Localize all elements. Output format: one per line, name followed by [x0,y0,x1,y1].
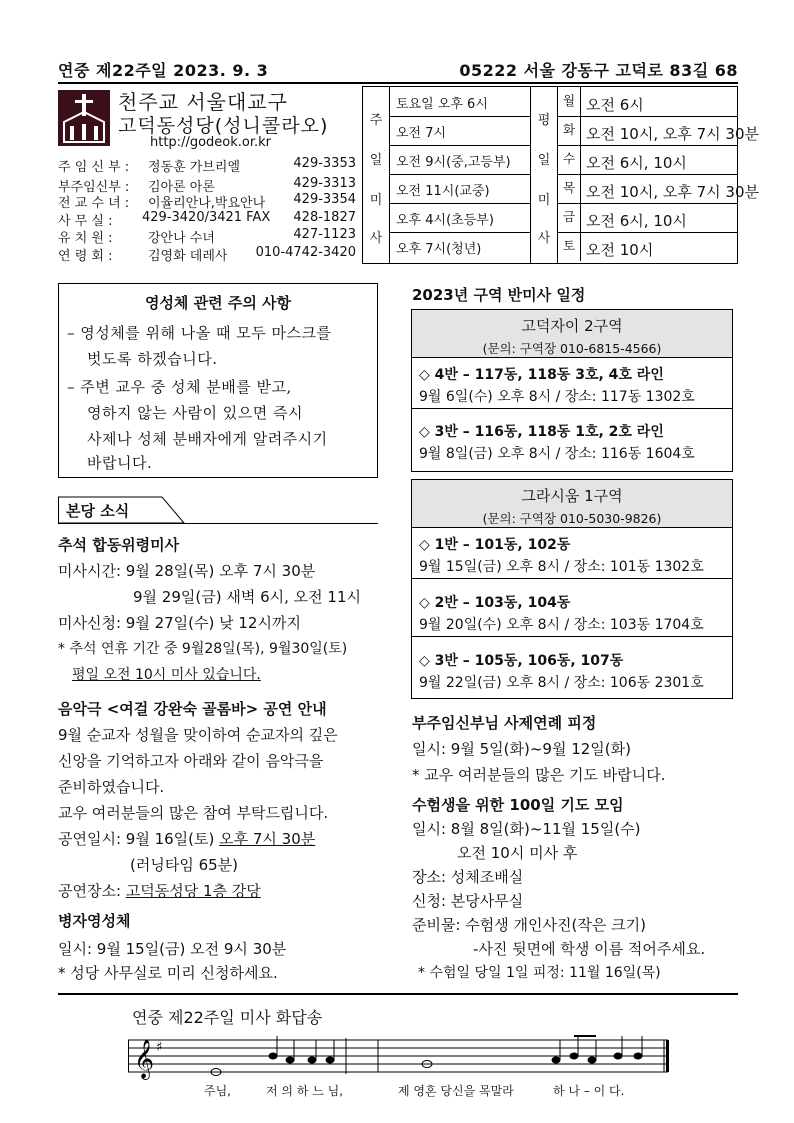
ban-item: ◇ 1반 – 101동, 102동 9월 15일(금) 오후 8시 / 장소: 101동 1302호 [412,528,732,579]
psalm-lyrics [128,1082,670,1100]
chuseok-line: * 추석 연휴 기간 중 9월28일(목), 9월30일(토) [58,641,348,657]
communion-notice-box [58,283,378,478]
sick-communion-title: 병자영성체 [58,912,131,930]
church-logo [58,90,110,146]
sunday-mass-times [390,87,531,263]
retreat-line: * 교우 여러분들의 많은 기도 바랍니다. [412,766,666,784]
exam-prayer-line: * 수험일 당일 1일 피정: 11월 16일(목) [418,965,661,981]
mass-time-row: 오후 4시(초등부) [390,203,530,233]
church-parish: 고덕동성당(성니콜라오) [118,115,329,137]
mass-time-row: 오전 9시(중,고등부) [390,145,530,175]
staff-row: 유 치 원 : 강안나 수녀 427-1123 [58,227,356,246]
weekday-row: 화 오전 10시, 오후 7시 30분 [558,116,737,146]
musical-line: 9월 순교자 성월을 맞이하여 순교자의 깊은 [58,726,338,744]
weekday-mass-times [558,87,759,263]
mass-time-row: 오전 11시(교중) [390,174,530,204]
exam-prayer-line: 일시: 8월 8일(화)~11월 15일(수) [412,820,641,838]
weekday-row: 토 오전 10시 [558,232,737,261]
chuseok-line: 미사신청: 9월 27일(수) 낮 12시까지 [58,614,301,632]
weekday-row: 금 오전 6시, 10시 [558,203,737,233]
musical-line: (러닝타임 65분) [130,856,239,874]
section-tab-parish-news [58,496,378,524]
lyric: 제 영혼 당신을 목말라 [398,1084,514,1098]
staff-row: 사 무 실 : 429-3420/3421 FAX 428-1827 [58,210,356,229]
chuseok-line: 평일 오전 10시 미사 있습니다. [72,667,261,683]
chuseok-title: 추석 합동위령미사 [58,536,180,554]
lyric: 주님, [204,1084,231,1098]
issue-date: 연중 제22주일 2023. 9. 3 [58,61,269,80]
exam-prayer-line: 장소: 성체조배실 [412,868,524,886]
exam-prayer-line: 오전 10시 미사 후 [457,844,578,862]
mass-time-row: 토요일 오후 6시 [390,87,530,117]
chuseok-line: 9월 29일(금) 새벽 6시, 오전 11시 [133,588,361,606]
notice-title: 영성체 관련 주의 사항 [144,294,292,312]
church-url[interactable]: http://godeok.or.kr [150,135,272,150]
notice-line: 사제나 성체 분배자에게 알려주시기 [87,430,328,448]
notice-line: 벗도록 하겠습니다. [87,350,218,368]
musical-title: 음악극 <여걸 강완숙 골롬바> 공연 안내 [58,700,327,718]
lyric: 저 의 하 느 님, [266,1084,344,1098]
ban-item: ◇ 3반 – 105동, 106동, 107동 9월 22일(금) 오후 8시 / 장소: 106동 2301호 [419,653,704,691]
lyric: 하 나 – 이 다. [553,1084,625,1098]
musical-line: 준비하였습니다. [58,778,165,796]
chuseok-line: 미사시간: 9월 28일(목) 오후 7시 30분 [58,562,316,580]
weekday-row: 수 오전 6시, 10시 [558,145,737,175]
divider [58,993,738,995]
psalm-title: 연중 제22주일 미사 화답송 [132,1008,323,1027]
staff-row: 주 임 신 부 : 정동훈 가브리엘 429-3353 [58,156,356,175]
retreat-title: 부주임신부님 사제연례 피정 [412,714,597,732]
notice-line: 바랍니다. [87,454,153,472]
ban-item: ◇ 4반 – 117동, 118동 3호, 4호 라인 9월 6일(수) 오후 8시 / 장소: 117동 1302호 [412,358,732,409]
mass-time-row: 오후 7시(청년) [396,242,482,257]
exam-prayer-line: 신청: 본당사무실 [412,892,524,910]
staff-row: 연 령 회 : 김영화 데레사 010-4742-3420 [58,245,356,264]
zone-card [411,479,733,699]
musical-line: 신앙을 기억하고자 아래와 같이 음악극을 [58,752,324,770]
weekday-row: 목 오전 10시, 오후 7시 30분 [558,174,737,204]
musical-line: 공연장소: 고덕동성당 1층 강당 [58,882,261,900]
staff-row: 전 교 수 녀 : 이율리안나,박요안나 429-3354 [58,192,356,211]
staff-row: 부주임신부 : 김아론 아론 429-3313 [58,176,356,195]
exam-prayer-title: 수험생을 위한 100일 기도 모임 [412,796,624,814]
svg-text:♯: ♯ [156,1040,163,1055]
district-mass-title: 2023년 구역 반미사 일정 [412,286,586,304]
zone-header: 그라시움 1구역 (문의: 구역장 010-5030-9826) [412,480,732,528]
header-bar [58,56,738,84]
mass-time-row: 오전 7시 [390,116,530,146]
notice-line: 영하지 않는 사람이 있으면 즉시 [87,404,303,422]
section-tab-label: 본당 소식 [66,502,130,520]
notice-line: – 주변 교우 중 성체 분배를 받고, [67,378,292,396]
ban-item: ◇ 2반 – 103동, 104동 9월 20일(수) 오후 8시 / 장소: 103동 1704호 [412,586,732,637]
sunday-mass-label: 주 일 미 사 [363,87,390,263]
weekday-mass-label: 평 일 미 사 [531,87,558,263]
musical-line: 교우 여러분들의 많은 참여 부탁드립니다. [58,804,329,822]
retreat-line: 일시: 9월 5일(화)~9월 12일(화) [412,740,631,758]
exam-prayer-line: 준비물: 수험생 개인사진(작은 크기) [412,916,646,934]
musical-line: 공연일시: 9월 16일(토) 오후 7시 30분 [58,830,316,848]
exam-prayer-line: -사진 뒷면에 학생 이름 적어주세요. [473,940,706,958]
sick-communion-line: * 성당 사무실로 미리 신청하세요. [58,964,278,982]
church-address: 05222 서울 강동구 고덕로 83길 68 [459,61,738,80]
notice-line: – 영성체를 위해 나올 때 모두 마스크를 [67,324,332,342]
zone-header: 고덕자이 2구역 (문의: 구역장 010-6815-4566) [412,310,732,358]
mass-schedule-table [362,86,759,264]
sick-communion-line: 일시: 9월 15일(금) 오전 9시 30분 [58,940,287,958]
church-name: 천주교 서울대교구 [118,90,288,114]
weekday-row: 월 오전 6시 [558,87,737,117]
ban-item: ◇ 3반 – 116동, 118동 1호, 2호 라인 9월 8일(금) 오후 8시 / 장소: 116동 1604호 [419,424,695,462]
zone-card [411,309,733,472]
svg-text:𝄞: 𝄞 [134,1039,155,1079]
